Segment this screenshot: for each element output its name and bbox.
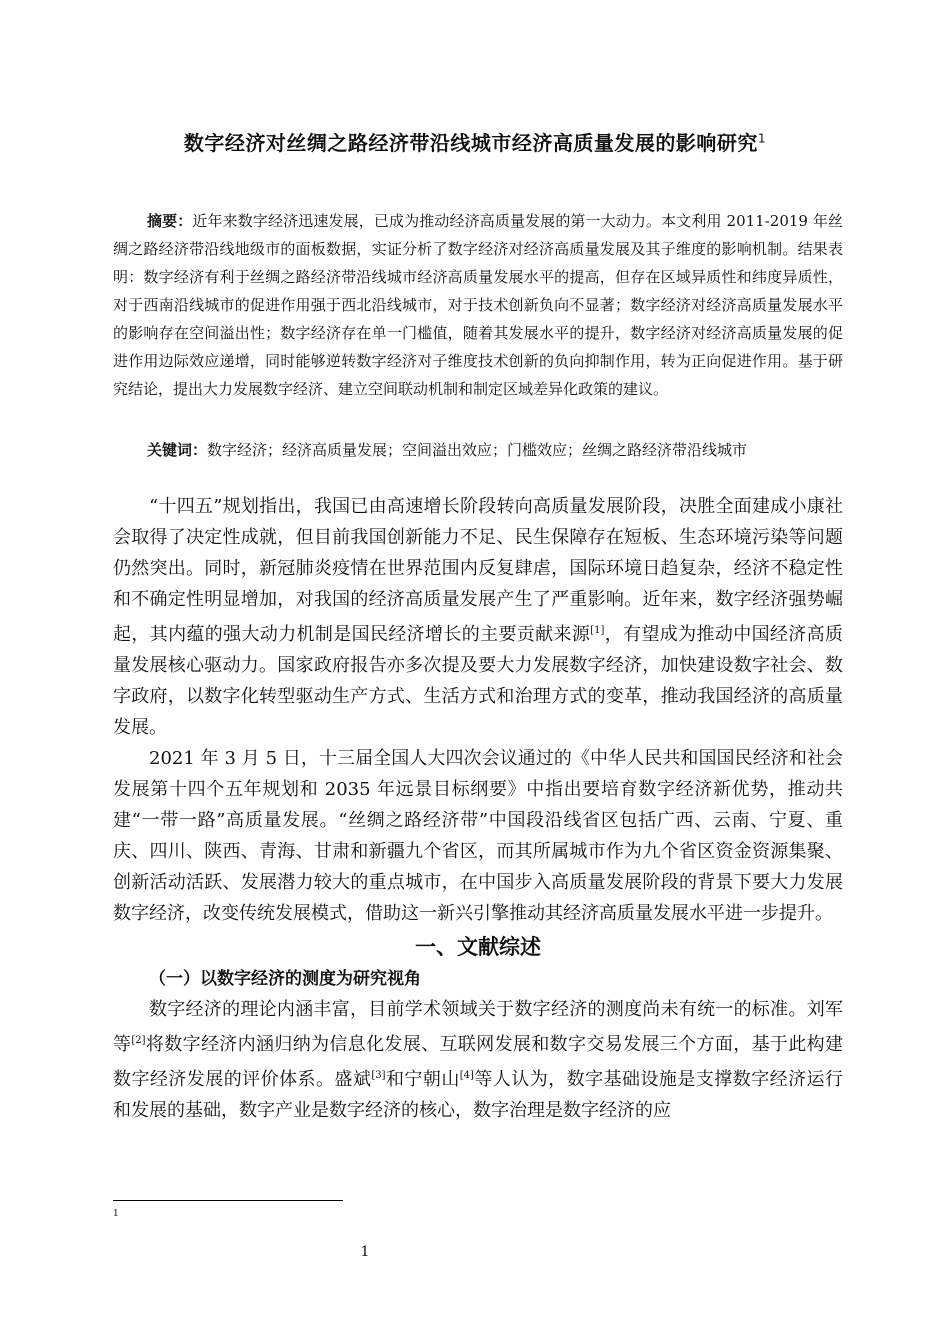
abstract-text: 近年来数字经济迅速发展，已成为推动经济高质量发展的第一大动力。本文利用 2011-2019 年丝绸之路经济带沿线地级市的面板数据，实证分析了数字经济对经济高质量发展及其子维度的影响机制。结果表明：数字经济有利于丝绸之路经济带沿线城市经济高质量发展水平的提高，但存在区域异质性和纬度异质性，对于西南沿线城市的促进作用强于西北沿线城市，对于技术创新负向不显著；数字经济对经济高质量发展水平的影响存在空间溢出性；数字经济存在单一门槛值，随着其发展水平的提升，数字经济对经济高质量发展的促进作用边际效应递增，同时能够逆转数字经济对子维度技术创新的负向抑制作用，转为正向促进作用。基于研究结论，提出大力发展数字经济、建立空间联动机制和制定区域差异化政策的建议。 xyxy=(113,212,843,398)
paragraph-2: 2021 年 3 月 5 日，十三届全国人大四次会议通过的《中华人民共和国国民经济和社会发展第十四个五年规划和 2035 年远景目标纲要》中指出要培育数字经济新优势，推动共建“一带一路”高质量发展。“丝绸之路经济带”中国段沿线省区包括广西、云南、宁夏、重庆、四川、陕西、青海、甘肃和新疆九个省区，而其所属城市作为九个省区资金资源集聚、创新活动活跃、发展潜力较大的重点城市，在中国步入高质量发展阶段的背景下要大力发展数字经济，改变传统发展模式，借助这一新兴引擎推动其经济高质量发展水平进一步提升。 xyxy=(113,748,843,924)
body-text xyxy=(113,491,843,1126)
footnote-separator xyxy=(113,1200,343,1201)
subsection-heading: （一）以数字经济的测度为研究视角 xyxy=(149,969,421,989)
keywords-label: 关键词： xyxy=(147,441,208,459)
keywords xyxy=(147,439,747,460)
paragraph-3: 数字经济的理论内涵丰富，目前学术领域关于数字经济的测度尚未有统一的标准。刘军等[2]将数字经济内涵归纳为信息化发展、互联网发展和数字交易发展三个方面，基于此构建数字经济发展的评价体系。盛斌[3]和宁朝山[4]等人认为，数字基础设施是支撑数字经济运行和发展的基础，数字产业是数字经济的核心，数字治理是数字经济的应 xyxy=(113,999,844,1121)
section-heading: 一、文献综述 xyxy=(415,935,541,959)
paragraph-1: “十四五”规划指出，我国已由高速增长阶段转向高质量发展阶段，决胜全面建成小康社会取得了决定性成就，但目前我国创新能力不足、民生保障存在短板、生态环境污染等问题仍然突出。同时，新冠肺炎疫情在世界范围内反复肆虐，国际环境日趋复杂，经济不稳定性和不确定性明显增加，对我国的经济高质量发展产生了严重影响。近年来，数字经济强势崛起，其内蕴的强大动力机制是国民经济增长的主要贡献来源[1]，有望成为推动中国经济高质量发展核心驱动力。国家政府报告亦多次提及要大力发展数字经济，加快建设数字社会、数字政府，以数字化转型驱动生产方式、生活方式和治理方式的变革，推动我国经济的高质量发展。 xyxy=(113,496,843,738)
footnote: 1 xyxy=(113,1209,119,1219)
abstract xyxy=(113,207,843,403)
citation-1[interactable]: [1] xyxy=(590,625,605,636)
abstract-label: 摘要： xyxy=(147,212,193,230)
citation-2[interactable]: [2] xyxy=(131,1035,146,1046)
page-number: 1 xyxy=(360,1244,370,1260)
title-footnote-mark: 1 xyxy=(757,131,767,146)
citation-4[interactable]: [4] xyxy=(459,1070,474,1081)
citation-3[interactable]: [3] xyxy=(371,1070,386,1081)
keywords-text: 数字经济；经济高质量发展；空间溢出效应；门槛效应；丝绸之路经济带沿线城市 xyxy=(207,441,748,459)
paper-title: 数字经济对丝绸之路经济带沿线城市经济高质量发展的影响研究$^1$ xyxy=(183,131,767,155)
